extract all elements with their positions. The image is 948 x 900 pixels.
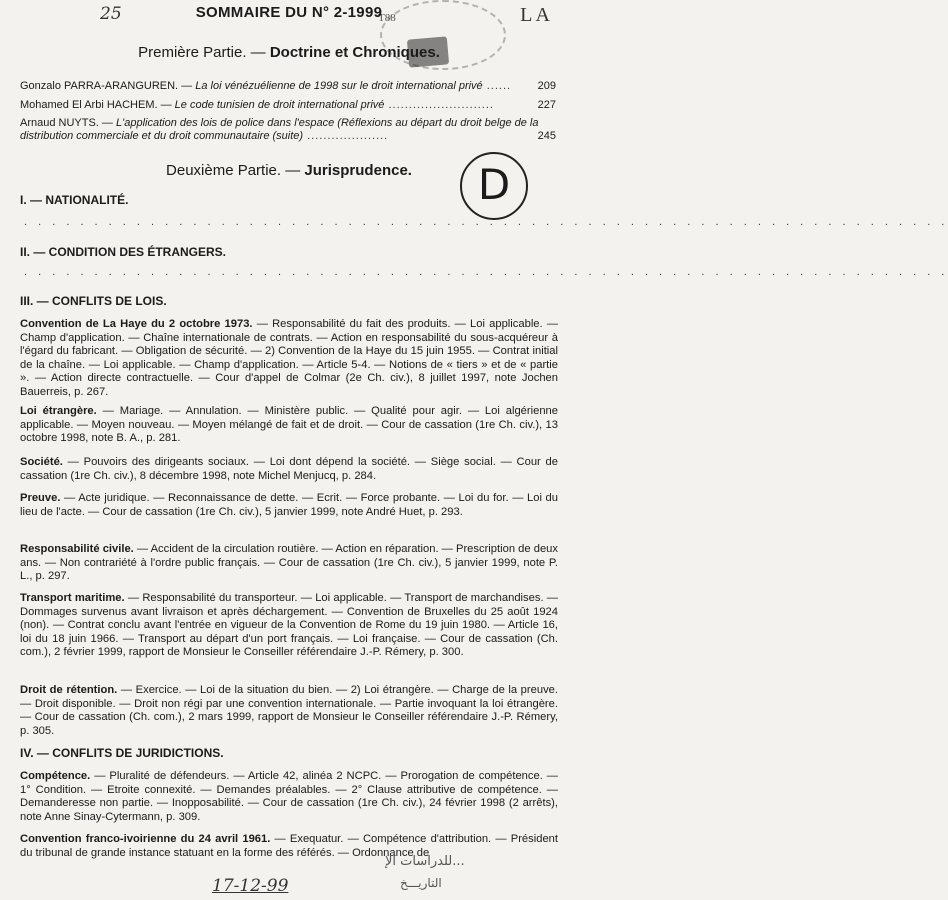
entry-heading: Transport maritime.	[20, 592, 125, 604]
toc-page: 245	[537, 130, 556, 142]
part-two-heading: Deuxième Partie. — Jurisprudence.	[166, 162, 412, 179]
entry-heading: Preuve.	[20, 492, 61, 504]
section-heading: I. — NATIONALITÉ.	[20, 193, 129, 207]
toc-entry: Arnaud NUYTS. — L'application des lois de police dans l'espace (Réflexions au départ du droit belge de la distribution commerciale et du droit communautaire (suite) .................... 245	[20, 117, 556, 142]
part-two-prefix: Deuxième Partie.	[166, 162, 282, 179]
handwritten-page-number: 25	[100, 4, 122, 24]
entry-body: — Accident de la circulation routière. — Action en réparation. — Prescription de deux ans. — Non contrariété à l'ordre public français. — Cour de cassation (1re Ch. civ.), 5 janvier 1999, note P. L., p. 297.	[20, 543, 558, 583]
entry-body: — Pouvoirs des dirigeants sociaux. — Loi dont dépend la société. — Siège social. — Cour de cassation (1re Ch. civ.), 8 décembre 1998, note Michel Menjucq, p. 284.	[20, 456, 558, 482]
part-one-prefix: Première Partie.	[138, 44, 247, 61]
part-one-heading: Première Partie. — Doctrine et Chroniques.	[138, 44, 440, 61]
case-entry	[20, 684, 558, 738]
case-entry	[20, 456, 558, 483]
entry-heading: Droit de rétention.	[20, 684, 118, 696]
entry-heading: Société.	[20, 456, 63, 468]
handwritten-corner-mark: L A	[520, 4, 550, 26]
entry-heading: Compétence.	[20, 770, 91, 782]
entry-body: — Responsabilité du transporteur. — Loi applicable. — Transport de marchandises. — Dommages survenus avant livraison et après déchargement. — Convention de Bruxelles du 25 août 1924 (non). — Contrat conclu avant l'entrée en vigueur de la Convention de Rome du 19 juin 1980. — Article 16, loi du 18 juin 1966. — Transport au départ d'un port français. — Loi française. — Cour de cassation (Ch. com.), 2 février 1999, rapport de Monsieur le Conseiller référendaire J.-P. Rémery, p. 300.	[20, 592, 558, 659]
circled-letter-mark: D	[460, 152, 528, 220]
arabic-stamp-note: للدراسات الإ...	[385, 854, 465, 869]
dotted-leader: . . . . . . . . . . . . . . . . . . . . . . . . . . . . . . . . . . . . . . . . . . . . . . . . . . . . . . . . . . . . . . . . . .	[24, 216, 948, 228]
case-entry	[20, 592, 558, 660]
section-heading: III. — CONFLITS DE LOIS.	[20, 294, 167, 308]
case-entry	[20, 543, 558, 584]
toc-page: 227	[537, 99, 556, 111]
part-one-title: Doctrine et Chroniques.	[269, 44, 440, 61]
entry-body: — Responsabilité du fait des produits. — Loi applicable. — Champ d'application. — Chaîne internationale de contrats. — Action en responsabilité du sous-acquéreur à l'égard du fabricant. — Obligation de sécurité. — 2) Convention de la Haye du 15 juin 1955. — Contrat initial de la chaîne. — Loi applicable. — Champ d'application. — Article 5-4. — Notions de « tiers » et de « partie ». — Action directe contractuelle. — Cour d'appel de Colmar (2e Ch. civ.), 8 juillet 1997, note Jochen Bauerreis, p. 267.	[20, 318, 559, 398]
entry-body: — Exequatur. — Compétence d'attribution. — Président du tribunal de grande instance statuant en la forme des référés. — Ordonnance de	[20, 833, 558, 859]
arabic-date-label: التاريـــخ	[400, 876, 442, 890]
entry-body: — Exercice. — Loi de la situation du bien. — 2) Loi étrangère. — Charge de la preuve. — Droit disponible. — Droit non régi par une convention internationale. — Partie invoquant la loi étrangère. — Cour de cassation (Ch. com.), 2 mars 1999, rapport de Monsieur le Conseiller référendaire J.-P. Rémery, p. 305.	[20, 684, 558, 737]
toc-entry: Mohamed El Arbi HACHEM. — Le code tunisien de droit international privé .......................... 227	[20, 99, 556, 111]
dotted-leader: . . . . . . . . . . . . . . . . . . . . . . . . . . . . . . . . . . . . . . . . . . . . . . . . . . . . . . . . . . . . . . . . . .	[24, 266, 948, 278]
toc-entry: Gonzalo PARRA-ARANGUREN. — La loi vénézuélienne de 1998 sur le droit international privé ...... 209	[20, 80, 556, 92]
entry-heading: Responsabilité civile.	[20, 543, 134, 555]
section-heading: IV. — CONFLITS DE JURIDICTIONS.	[20, 746, 224, 760]
entry-body: — Acte juridique. — Reconnaissance de dette. — Ecrit. — Force probante. — Loi du for. — Loi du lieu de l'acte. — Cour de cassation (1re Ch. civ.), 5 janvier 1999, note André Huet, p. 293.	[20, 492, 558, 518]
toc-page: 209	[537, 80, 556, 92]
case-entry	[20, 318, 558, 400]
entry-heading: Loi étrangère.	[20, 405, 97, 417]
case-entry	[20, 492, 558, 519]
case-entry	[20, 833, 558, 860]
entry-body: — Pluralité de défendeurs. — Article 42, alinéa 2 NCPC. — Prorogation de compétence. — 1° Condition. — Etroite connexité. — Demandes préalables. — 2° Clause attributive de compétence. — Demanderesse non partie. — Inopposabilité. — Cour de cassation (1re Ch. civ.), 24 février 1998 (2 arrêts), note Anne Sinay-Cytermann, p. 309.	[20, 770, 558, 823]
summary-title: SOMMAIRE DU N° 2-1999	[195, 4, 383, 21]
case-entry	[20, 405, 558, 446]
entry-heading: Convention de La Haye du 2 octobre 1973.	[20, 318, 253, 330]
entry-body: — Mariage. — Annulation. — Ministère public. — Qualité pour agir. — Loi algérienne applicable. — Moyen nouveau. — Moyen mélangé de fait et de droit. — Cour de cassation (1re Ch. civ.), 13 octobre 1998, note B. A., p. 281.	[20, 405, 559, 445]
part-two-title: Jurisprudence.	[304, 162, 412, 179]
case-entry	[20, 770, 558, 824]
section-heading: II. — CONDITION DES ÉTRANGERS.	[20, 245, 227, 259]
handwritten-date: 17-12-99	[212, 876, 289, 896]
stamp-text: T88	[378, 12, 396, 24]
entry-heading: Convention franco-ivoirienne du 24 avril 1961.	[20, 833, 271, 845]
